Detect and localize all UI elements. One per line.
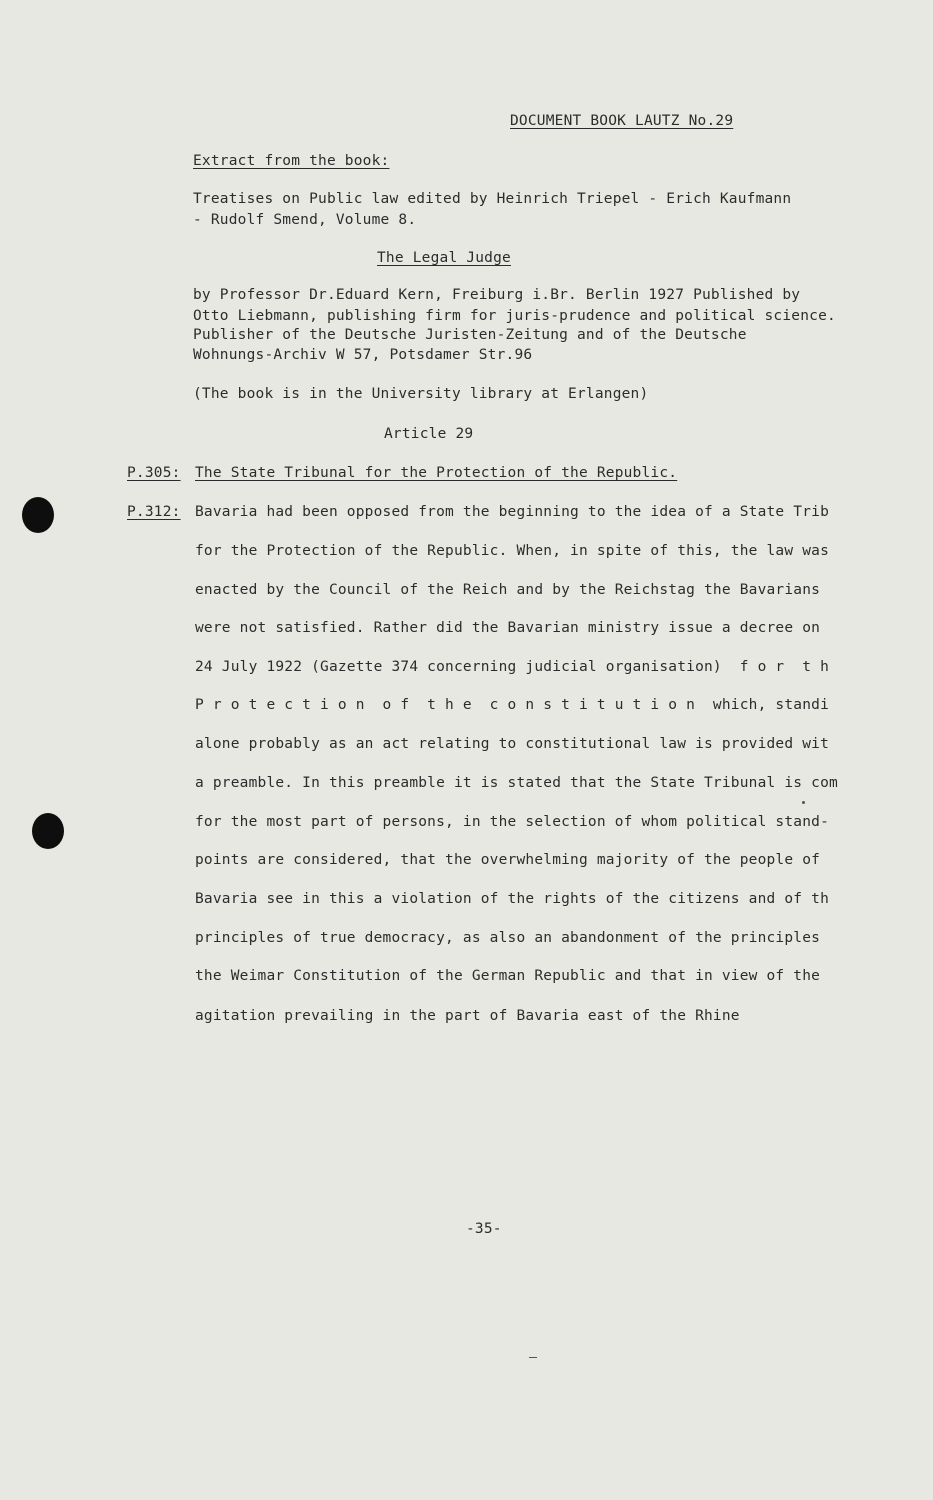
section-title-p305: The State Tribunal for the Protection of the Republic. [195,465,678,481]
book-title: The Legal Judge [377,250,511,266]
article-heading: Article 29 [384,426,474,442]
body-line: Bavaria had been opposed from the beginning to the idea of a State Trib [195,504,830,520]
body-line: alone probably as an act relating to constitutional law is provided wit [195,736,830,752]
body-line: points are considered, that the overwhelming majority of the people of [195,852,821,868]
body-line: P r o t e c t i o n o f t h e c o n s t i t u t i o n which, standi [195,697,830,713]
author-line: Otto Liebmann, publishing firm for juris-prudence and political science. [193,308,836,324]
body-line: 24 July 1922 (Gazette 374 concerning judicial organisation) f o r t h [195,659,830,675]
author-line: Publisher of the Deutsche Juristen-Zeitung and of the Deutsche [193,327,747,343]
punch-hole [22,497,54,533]
ink-speck [529,1357,537,1358]
body-line: enacted by the Council of the Reich and by the Reichstag the Bavarians [195,582,821,598]
body-line: were not satisfied. Rather did the Bavarian ministry issue a decree on [195,620,821,636]
body-line: a preamble. In this preamble it is stated that the State Tribunal is com [195,775,838,791]
library-note: (The book is in the University library at Erlangen) [193,386,649,402]
source-line: - Rudolf Smend, Volume 8. [193,212,417,228]
author-line: Wohnungs-Archiv W 57, Potsdamer Str.96 [193,347,533,363]
body-line: for the Protection of the Republic. When, in spite of this, the law was [195,543,830,559]
page-number: -35- [466,1221,502,1237]
source-line: Treatises on Public law edited by Heinrich Triepel - Erich Kaufmann [193,191,792,207]
author-line: by Professor Dr.Eduard Kern, Freiburg i.Br. Berlin 1927 Published by [193,287,801,303]
body-line: agitation prevailing in the part of Bavaria east of the Rhine [195,1008,740,1024]
body-line: Bavaria see in this a violation of the rights of the citizens and of th [195,891,830,907]
body-line: principles of true democracy, as also an abandonment of the principles [195,930,821,946]
body-line: for the most part of persons, in the selection of whom political stand- [195,814,830,830]
section-ref-p305: P.305: [127,465,181,481]
ink-speck [802,801,805,804]
punch-hole [32,813,64,849]
document-reference: DOCUMENT BOOK LAUTZ No.29 [510,113,734,129]
extract-heading: Extract from the book: [193,153,390,169]
body-line: the Weimar Constitution of the German Republic and that in view of the [195,968,821,984]
section-ref-p312: P.312: [127,504,181,520]
